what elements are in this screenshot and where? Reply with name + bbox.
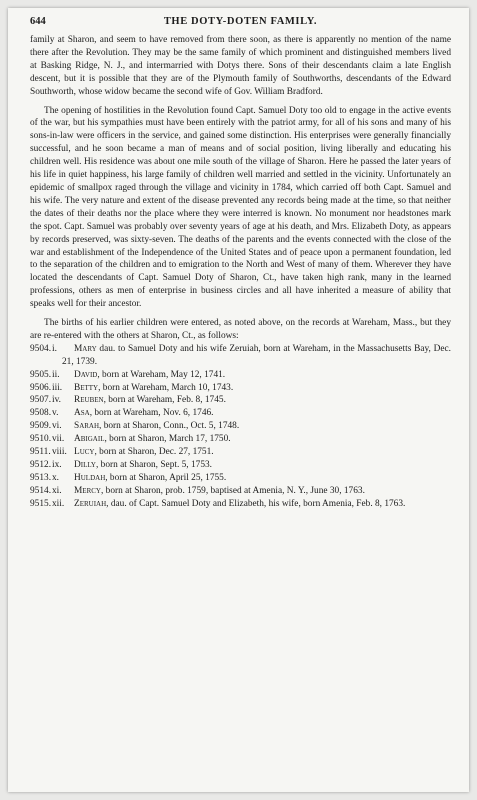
child-entry (30, 394, 451, 407)
entry-roman: ii. (52, 369, 60, 380)
child-entry (30, 407, 451, 420)
entry-text: , born at Sharon, Sept. 5, 1753. (96, 460, 213, 470)
entry-roman: vi. (52, 421, 62, 432)
child-entry (30, 472, 451, 485)
entry-name: Mary (74, 343, 97, 354)
entry-roman: vii. (52, 434, 65, 445)
entry-roman: viii. (52, 447, 67, 458)
entry-number: 9509. (30, 421, 52, 432)
entry-name: David (74, 369, 98, 380)
entry-number: 9505. (30, 369, 52, 380)
entry-roman: iii. (52, 382, 63, 393)
entry-text: dau. to Samuel Doty and his wife Zeruiah, born at Wareham, in the Massachusetts Bay, Dec. 21, 1739. (62, 343, 451, 367)
paragraph-continued: family at Sharon, and seem to have removed from there soon, as there is apparently no mention of the name there after the Revolution. They may be the same family of which prominent and distinguished members lived at Basking Ridge, N. J., and intermarried with Dotys there. Sons of their descendants claim a late English descent, but it is possible that they are of the Plymouth family of Southworths, descendants of the Edward Southworth, whose widow became the second wife of Gov. William Bradford. (30, 35, 451, 97)
entry-name: Huldah (74, 472, 106, 483)
page-header (30, 16, 451, 30)
children-list (30, 343, 451, 511)
paragraph-revolution: The opening of hostilities in the Revolution found Capt. Samuel Doty too old to engage in the active events of the war, but his sympathies must have been entirely with the patriot army, for all of his sons and many of his sons-in-law were officers in the service, and gained some distinction. His enterprises were generally financially successful, and he soon became a man of means and of social position, living liberally and educating his children well. His residence was about one mile south of the village of Sharon. Here he passed the later years of his life in quiet happiness, his large family of children well married and settled in the vicinity. Unfortunately an epidemic of smallpox raged through the village and vicinity in 1784, which carried off both Capt. Samuel and his wife. The very nature and extent of the disease prevented any records being made at the time, so that neither the dates of their deaths nor the place where they were interred is known. No monument nor headstones mark the spot. Capt. Samuel was probably over seventy years of age at his death, and Mrs. Elizabeth Doty, as appears by records preserved, was sixty-seven. The deaths of the parents and the events connected with the close of the war and establishment of the Independence of the United States and of peace upon a permanent foundation, led to the separation of the children and to emigration to the North and West of many of them. Wherever they have located the descendants of Capt. Samuel Doty of Sharon, Ct., have taken high rank, many in the learned professions, others as men of enterprise in business circles and all have inherited a measure of ability that speaks well for their ancestor. (30, 105, 451, 310)
entry-roman: ix. (52, 460, 62, 470)
entry-number: 9504. (30, 343, 52, 354)
entry-roman: i. (52, 343, 57, 354)
entry-number: 9514. (30, 485, 52, 496)
entry-text: , born at Wareham, Feb. 8, 1745. (103, 395, 226, 406)
page-number: 644 (30, 16, 46, 27)
book-page (8, 8, 469, 792)
child-entry (30, 485, 451, 498)
entry-name: Sarah (74, 421, 100, 432)
entry-text: , born at Wareham, Nov. 6, 1746. (89, 408, 214, 419)
entry-number: 9512. (30, 460, 52, 470)
entry-text: , born at Sharon, April 25, 1755. (105, 472, 227, 483)
child-entry (30, 498, 451, 511)
entry-number: 9511. (30, 447, 51, 458)
entry-number: 9510. (30, 434, 52, 445)
paragraph-births-intro: The births of his earlier children were entered, as noted above, on the records at Wareham, Mass., but they are re-entered with the others at Sharon, Ct., as follows: (30, 318, 451, 341)
child-entry (30, 446, 451, 459)
entry-name: Abigail (74, 434, 105, 445)
entry-number: 9507. (30, 395, 52, 406)
entry-name: Asa (74, 408, 90, 419)
entry-name: Dilly (74, 460, 96, 470)
child-entry (30, 433, 451, 446)
entry-roman: v. (52, 408, 59, 419)
entry-name: Mercy (74, 485, 101, 496)
entry-text: , born at Wareham, May 12, 1741. (97, 369, 226, 380)
entry-text: , born at Sharon, prob. 1759, baptised at Amenia, N. Y., June 30, 1763. (100, 485, 365, 496)
entry-name: Lucy (74, 447, 95, 458)
entry-name: Betty (74, 382, 99, 393)
entry-name: Reuben (74, 395, 104, 406)
entry-text: , dau. of Capt. Samuel Doty and Elizabeth, his wife, born Amenia, Feb. 8, 1763. (106, 498, 406, 509)
entry-text: , born at Wareham, March 10, 1743. (98, 382, 234, 393)
child-entry (30, 382, 451, 395)
entry-roman: x. (52, 472, 60, 483)
entry-roman: iv. (52, 395, 61, 406)
entry-number: 9513. (30, 472, 52, 483)
entry-number: 9508. (30, 408, 52, 419)
child-entry (30, 420, 451, 433)
entry-roman: xi. (52, 485, 62, 496)
entry-number: 9506. (30, 382, 52, 393)
entry-text: , born at Sharon, Dec. 27, 1751. (94, 447, 214, 458)
child-entry (30, 343, 451, 369)
entry-text: , born at Sharon, Conn., Oct. 5, 1748. (99, 421, 240, 432)
entry-number: 9515. (30, 498, 52, 509)
child-entry (30, 369, 451, 382)
running-title: THE DOTY-DOTEN FAMILY. (163, 16, 318, 27)
page-body (30, 34, 451, 511)
child-entry (30, 459, 451, 472)
entry-text: , born at Sharon, March 17, 1750. (104, 434, 231, 445)
entry-name: Zeruiah (74, 498, 107, 509)
entry-roman: xii. (52, 498, 65, 509)
